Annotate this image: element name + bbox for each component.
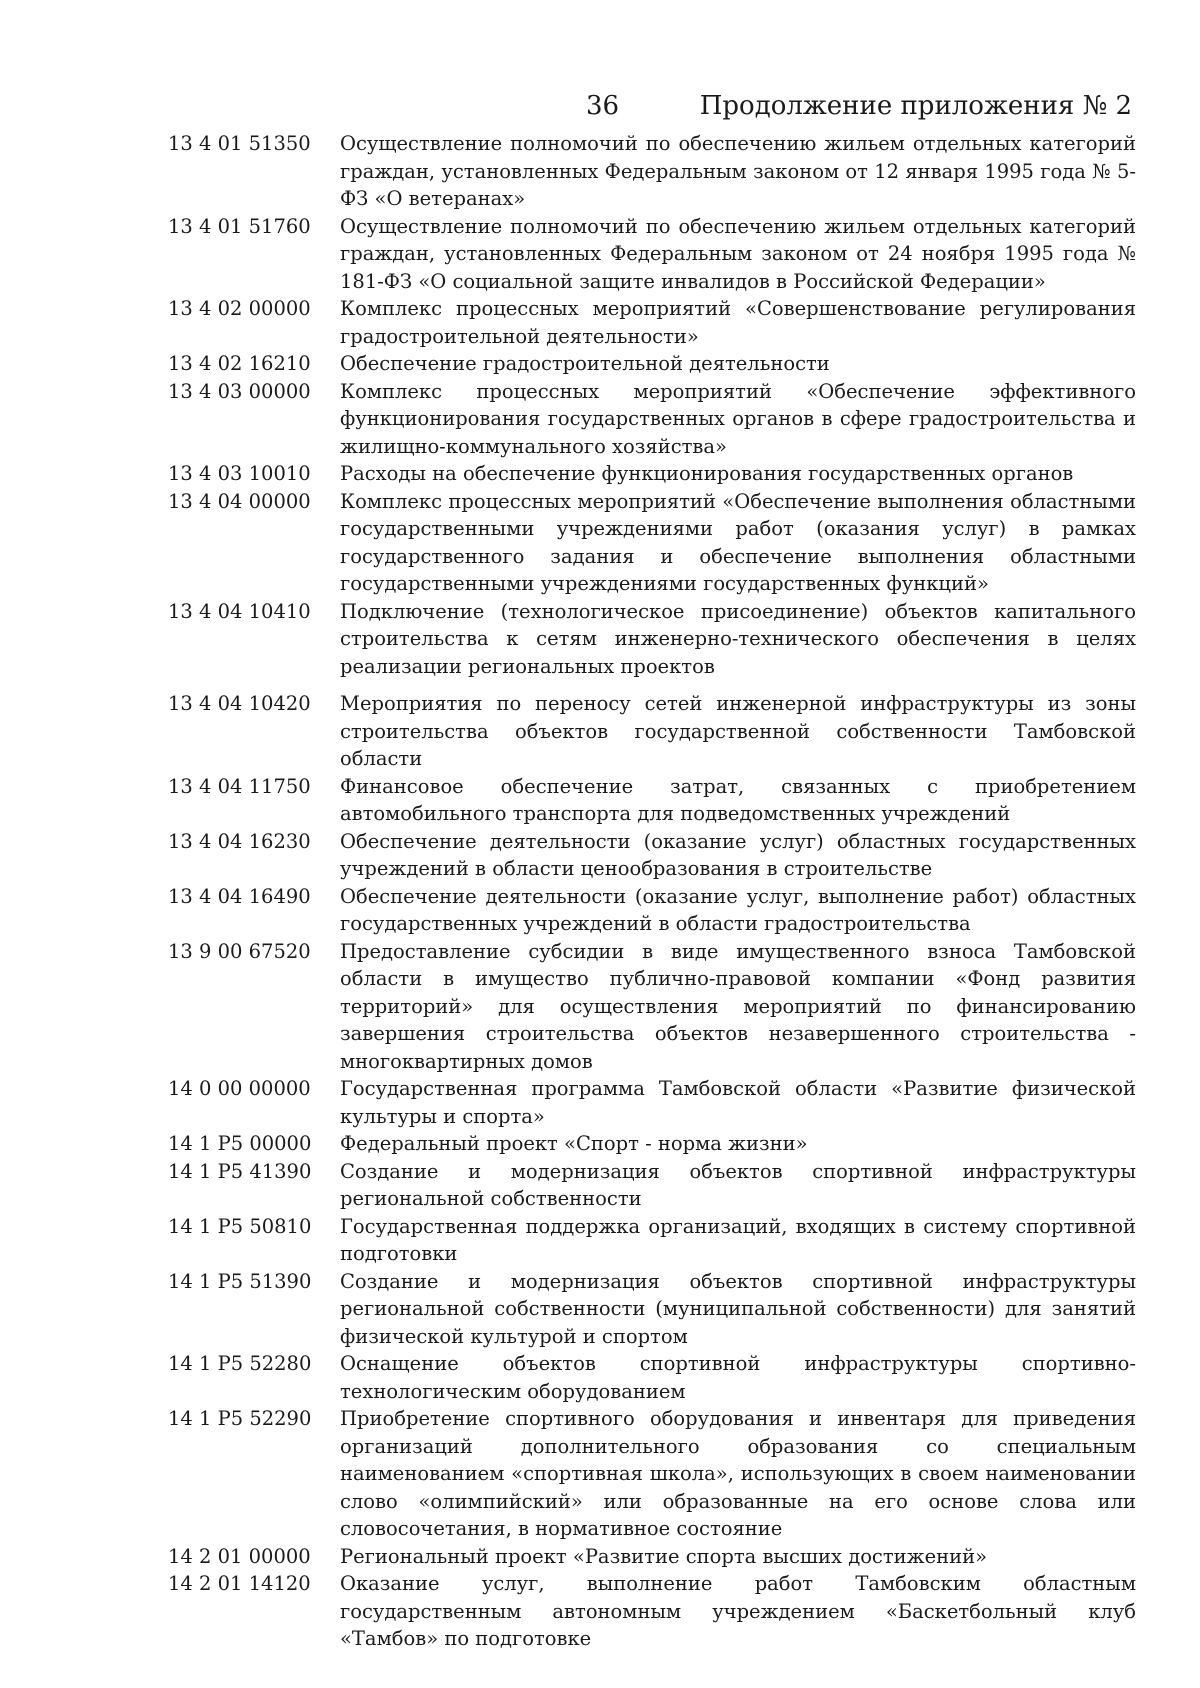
code-entry (168, 1543, 1136, 1571)
entry-code: 14 1 Р5 51390 (168, 1269, 312, 1293)
entry-code: 13 4 01 51760 (168, 214, 311, 238)
entry-description: Приобретение спортивного оборудования и инвентаря для приведения организаций дополнительного образования со специальным наименованием «спортивная школа», использующих в своем наименовании слово «олимпийский» или образованные на его основе слова или словосочетания, в нормативное состояние (340, 1407, 1136, 1540)
entry-description: Оказание услуг, выполнение работ Тамбовским областным государственным автономным учреждением «Баскетбольный клуб «Тамбов» по подготовке (340, 1572, 1136, 1650)
appendix-label: Продолжение приложения № 2 (699, 91, 1132, 121)
code-entry (168, 460, 1136, 488)
page-header (0, 88, 1200, 124)
entry-description: Региональный проект «Развитие спорта высших достижений» (340, 1544, 988, 1568)
code-entry (168, 295, 1136, 350)
code-entry (168, 598, 1136, 681)
entry-description: Расходы на обеспечение функционирования государственных органов (340, 462, 1074, 485)
entry-code: 13 4 01 51350 (168, 132, 311, 155)
entry-description: Осуществление полномочий по обеспечению жильем отдельных категорий граждан, установленных Федеральным законом от 12 января 1995 года № 5-ФЗ «О ветеранах» (340, 132, 1136, 210)
entry-code: 13 4 04 16490 (168, 884, 311, 908)
code-entry (168, 1268, 1136, 1351)
entry-description: Государственная программа Тамбовской области «Развитие физической культуры и спорта» (340, 1077, 1136, 1128)
code-entry (168, 350, 1136, 378)
code-entry (168, 1130, 1136, 1158)
entry-code: 14 1 Р5 50810 (168, 1214, 312, 1238)
entry-code: 13 4 04 00000 (168, 489, 311, 513)
code-entry (168, 130, 1136, 213)
entry-description: Финансовое обеспечение затрат, связанных с приобретением автомобильного транспорта для подведомственных учреждений (340, 774, 1136, 825)
entry-code: 14 1 Р5 41390 (168, 1159, 312, 1183)
classification-code-list (168, 130, 1136, 1653)
entry-code: 13 9 00 67520 (168, 939, 311, 963)
entry-code: 13 4 02 16210 (168, 352, 311, 375)
code-entry (168, 488, 1136, 598)
entry-code: 13 4 04 10410 (168, 599, 311, 623)
entry-description: Комплекс процессных мероприятий «Обеспечение эффективного функционирования государственных органов в сфере градостроительства и жилищно-коммунального хозяйства» (340, 379, 1136, 458)
entry-description: Создание и модернизация объектов спортивной инфраструктуры региональной собственности (муниципальной собственности) для занятий физической культурой и спортом (340, 1269, 1136, 1348)
entry-description: Создание и модернизация объектов спортивной инфраструктуры региональной собственности (340, 1159, 1136, 1210)
entry-code: 13 4 04 16230 (168, 829, 311, 853)
entry-description: Оснащение объектов спортивной инфраструктуры спортивно-технологическим оборудованием (340, 1352, 1136, 1403)
entry-code: 14 0 00 00000 (168, 1077, 311, 1100)
code-entry (168, 1570, 1136, 1653)
page-number: 36 (586, 91, 620, 121)
entry-description: Государственная поддержка организаций, входящих в систему спортивной подготовки (340, 1214, 1136, 1265)
entry-code: 14 2 01 14120 (168, 1572, 311, 1595)
code-entry (168, 1405, 1136, 1543)
entry-code: 13 4 02 00000 (168, 297, 311, 320)
entry-code: 14 1 Р5 52280 (168, 1352, 312, 1375)
code-entry (168, 690, 1136, 773)
entry-code: 13 4 04 10420 (168, 692, 311, 715)
entry-code: 13 4 04 11750 (168, 774, 311, 798)
entry-description: Обеспечение градостроительной деятельности (340, 352, 830, 375)
entry-description: Обеспечение деятельности (оказание услуг, выполнение работ) областных государственных учреждений в области градостроительства (340, 884, 1136, 935)
entry-description: Комплекс процессных мероприятий «Обеспечение выполнения областными государственными учреждениями работ (оказания услуг) в рамках государственного задания и обеспечение выполнения областными государственными учреждениями государственных функций» (340, 489, 1136, 595)
entry-description: Подключение (технологическое присоединение) объектов капитального строительства к сетям инженерно-технического обеспечения в целях реализации региональных проектов (340, 599, 1136, 678)
entry-code: 13 4 03 00000 (168, 379, 311, 403)
entry-description: Комплекс процессных мероприятий «Совершенствование регулирования градостроительной деятельности» (340, 297, 1136, 348)
code-entry (168, 1213, 1136, 1268)
code-entry (168, 1075, 1136, 1130)
entry-description: Обеспечение деятельности (оказание услуг) областных государственных учреждений в области ценообразования в строительстве (340, 829, 1136, 880)
code-entry (168, 213, 1136, 296)
code-entry (168, 773, 1136, 828)
entry-description: Федеральный проект «Спорт - норма жизни» (340, 1132, 808, 1155)
entry-description: Осуществление полномочий по обеспечению жильем отдельных категорий граждан, установленных Федеральным законом от 24 ноября 1995 года № 181-ФЗ «О социальной защите инвалидов в Российской Федерации» (340, 214, 1136, 293)
entry-code: 14 1 Р5 52290 (168, 1407, 312, 1430)
entry-code: 14 2 01 00000 (168, 1544, 311, 1568)
entry-description: Предоставление субсидии в виде имущественного взноса Тамбовской области в имущество публично-правовой компании «Фонд развития территорий» для осуществления мероприятий по финансированию завершения строительства объектов незавершенного строительства - многоквартирных домов (340, 939, 1136, 1073)
entry-code: 13 4 03 10010 (168, 462, 311, 485)
code-entry (168, 378, 1136, 461)
code-entry (168, 1158, 1136, 1213)
code-entry (168, 828, 1136, 883)
code-entry (168, 1350, 1136, 1405)
code-entry (168, 883, 1136, 938)
code-entry (168, 938, 1136, 1076)
entry-description: Мероприятия по переносу сетей инженерной инфраструктуры из зоны строительства объектов государственной собственности Тамбовской области (340, 692, 1136, 770)
entry-code: 14 1 Р5 00000 (168, 1132, 312, 1155)
